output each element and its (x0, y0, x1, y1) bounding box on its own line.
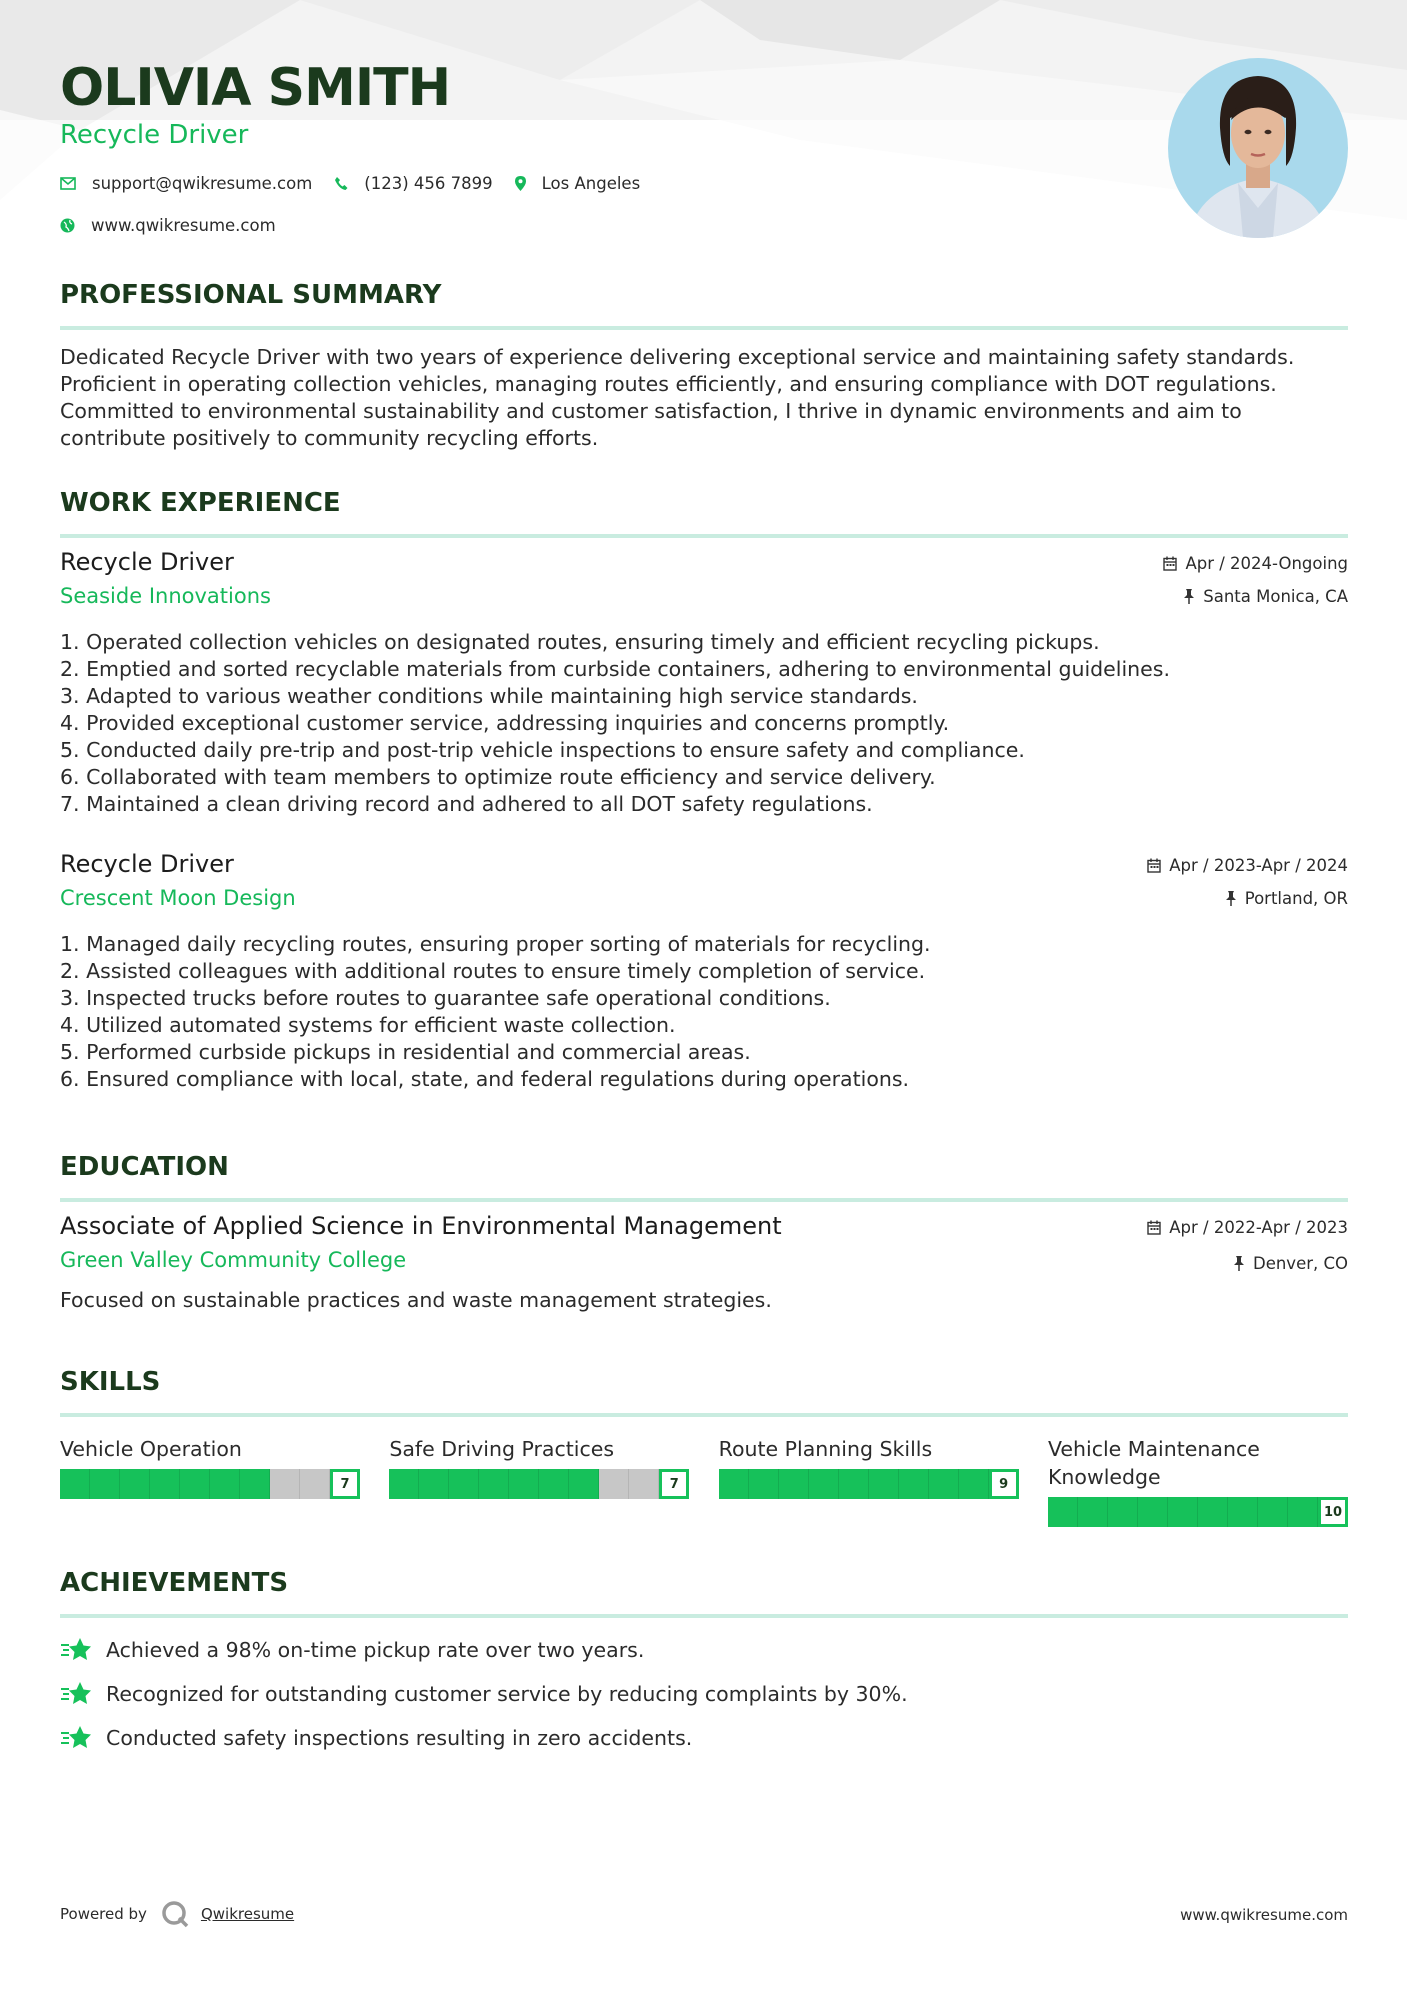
skill-bar-segment (60, 1469, 90, 1499)
skills-list (60, 1435, 1348, 1527)
summary-line: Proficient in operating collection vehicles, managing routes efficiently, and ensuring compliance with DOT regulations. (60, 372, 1277, 396)
achievements-heading: ACHIEVEMENTS (60, 1568, 289, 1598)
calendar-icon (1163, 556, 1177, 571)
experience-heading: WORK EXPERIENCE (60, 488, 341, 518)
website-text: www.qwikresume.com (91, 216, 276, 235)
achievement-item (60, 1672, 1348, 1716)
qwikresume-logo-icon (161, 1900, 189, 1928)
job-company: Crescent Moon Design (60, 886, 296, 910)
duty-item: 4. Utilized automated systems for efficient waste collection. (60, 1013, 676, 1037)
duty-item: 5. Performed curbside pickups in residential and commercial areas. (60, 1040, 751, 1064)
phone-icon (334, 176, 348, 191)
skill-name: Vehicle Maintenance Knowledge (1047, 1437, 1260, 1489)
profile-photo (1168, 58, 1348, 238)
education-location (1233, 1254, 1348, 1273)
location-text: Los Angeles (541, 174, 641, 193)
skill-level-bar (389, 1469, 689, 1499)
skill-bar-segment (599, 1469, 629, 1499)
pushpin-icon (1225, 891, 1237, 906)
education-heading: EDUCATION (60, 1152, 229, 1182)
job-date (1147, 856, 1348, 875)
job-entry (60, 850, 1348, 920)
powered-by-label: Powered by (60, 1905, 147, 1923)
education-section (60, 1152, 1348, 1202)
skill-bar-segment (1258, 1497, 1288, 1527)
pushpin-icon (1183, 589, 1195, 604)
phone-contact[interactable] (334, 174, 492, 193)
achievements-list (60, 1628, 1348, 1760)
skill-bar-segment (449, 1469, 479, 1499)
qwikresume-link[interactable]: Qwikresume (200, 1905, 295, 1923)
duty-item: 1. Operated collection vehicles on designated routes, ensuring timely and efficient recycling pickups. (60, 630, 1100, 654)
education-description: Focused on sustainable practices and waste management strategies. (60, 1288, 772, 1312)
skill-bar-segment (869, 1469, 899, 1499)
skill-bar-segment (389, 1469, 419, 1499)
map-pin-icon (515, 176, 526, 191)
duty-item: 5. Conducted daily pre-trip and post-trip vehicle inspections to ensure safety and compliance. (60, 738, 1025, 762)
skill-item (1048, 1435, 1348, 1527)
skill-level-bar (719, 1469, 1019, 1499)
skill-bar-segment (1168, 1497, 1198, 1527)
skill-bar-segment (899, 1469, 929, 1499)
contact-row (60, 174, 662, 193)
achievement-text: Achieved a 98% on-time pickup rate over two years. (106, 1638, 645, 1662)
duty-item: 6. Collaborated with team members to optimize route efficiency and service delivery. (60, 765, 936, 789)
skill-level-value: 9 (989, 1469, 1019, 1499)
skill-bar-segment (270, 1469, 300, 1499)
skill-bar-segment (779, 1469, 809, 1499)
job-location-text: Portland, OR (1244, 889, 1348, 908)
skill-bar-segment (719, 1469, 749, 1499)
achievement-item (60, 1716, 1348, 1760)
skill-bar-segment (180, 1469, 210, 1499)
skill-bar-segment (1288, 1497, 1318, 1527)
education-entry (60, 1212, 1348, 1322)
education-location-text: Denver, CO (1252, 1254, 1348, 1273)
star-award-icon (60, 1637, 92, 1663)
skill-item (60, 1435, 360, 1527)
job-company: Seaside Innovations (60, 584, 271, 608)
skill-bar-segment (509, 1469, 539, 1499)
calendar-icon (1147, 858, 1161, 873)
job-duties-list (60, 629, 1348, 818)
job-location (1183, 587, 1348, 606)
skill-level-value: 10 (1318, 1497, 1348, 1527)
achievement-text: Conducted safety inspections resulting in zero accidents. (106, 1726, 693, 1750)
skills-section (60, 1367, 1348, 1527)
job-date-text: Apr / 2023-Apr / 2024 (1169, 856, 1348, 875)
summary-heading: PROFESSIONAL SUMMARY (60, 280, 442, 310)
job-date-text: Apr / 2024-Ongoing (1185, 554, 1348, 573)
achievement-text: Recognized for outstanding customer service by reducing complaints by 30%. (106, 1682, 908, 1706)
skill-level-bar (1048, 1497, 1348, 1527)
skill-name: Vehicle Operation (60, 1437, 242, 1461)
duty-item: 7. Maintained a clean driving record and adhered to all DOT safety regulations. (60, 792, 873, 816)
skill-item (389, 1435, 689, 1527)
school-name: Green Valley Community College (60, 1248, 407, 1272)
section-divider (60, 1198, 1348, 1202)
profile-photo-illustration (1168, 58, 1348, 238)
skill-bar-segment (749, 1469, 779, 1499)
skill-bar-segment (1198, 1497, 1228, 1527)
skill-bar-segment (1228, 1497, 1258, 1527)
summary-text (60, 344, 1348, 452)
duty-item: 3. Inspected trucks before routes to guarantee safe operational conditions. (60, 986, 831, 1010)
experience-section (60, 488, 1348, 538)
summary-line: Dedicated Recycle Driver with two years of experience delivering exceptional service and maintaining safety standards. (60, 345, 1295, 369)
duty-item: 3. Adapted to various weather conditions while maintaining high service standards. (60, 684, 918, 708)
skill-bar-segment (150, 1469, 180, 1499)
section-divider (60, 1614, 1348, 1618)
skill-bar-segment (120, 1469, 150, 1499)
skill-item (719, 1435, 1019, 1527)
skill-bar-segment (1048, 1497, 1078, 1527)
skill-bar-segment (539, 1469, 569, 1499)
website-row (60, 216, 298, 235)
achievements-section (60, 1568, 1348, 1760)
pushpin-icon (1233, 1256, 1245, 1271)
job-location-text: Santa Monica, CA (1203, 587, 1348, 606)
section-divider (60, 326, 1348, 330)
section-divider (60, 1413, 1348, 1417)
skill-bar-segment (809, 1469, 839, 1499)
job-duties-list (60, 931, 1348, 1093)
email-contact[interactable] (60, 174, 312, 193)
duty-item: 2. Assisted colleagues with additional routes to ensure timely completion of service. (60, 959, 926, 983)
star-award-icon (60, 1725, 92, 1751)
email-text: support@qwikresume.com (92, 174, 313, 193)
skill-bar-segment (300, 1469, 330, 1499)
candidate-role: Recycle Driver (60, 120, 249, 150)
summary-line: Committed to environmental sustainability and customer satisfaction, I thrive in dynamic environments and aim to (60, 399, 1242, 423)
skill-bar-segment (90, 1469, 120, 1499)
footer-branding (60, 1900, 294, 1928)
star-award-icon (60, 1681, 92, 1707)
duty-item: 4. Provided exceptional customer service, addressing inquiries and concerns promptly. (60, 711, 950, 735)
job-entry (60, 548, 1348, 618)
skill-level-value: 7 (330, 1469, 360, 1499)
skills-heading: SKILLS (60, 1367, 161, 1397)
envelope-icon (60, 177, 76, 190)
skill-bar-segment (629, 1469, 659, 1499)
job-title: Recycle Driver (60, 850, 234, 878)
degree-title: Associate of Applied Science in Environmental Management (60, 1212, 782, 1240)
summary-section (60, 280, 1348, 452)
skill-bar-segment (839, 1469, 869, 1499)
skill-bar-segment (419, 1469, 449, 1499)
job-date (1163, 554, 1348, 573)
job-location (1225, 889, 1348, 908)
summary-line: contribute positively to community recycling efforts. (60, 426, 599, 450)
education-date-text: Apr / 2022-Apr / 2023 (1169, 1218, 1348, 1237)
skill-bar-segment (959, 1469, 989, 1499)
duty-item: 2. Emptied and sorted recyclable materials from curbside containers, adhering to environmental guidelines. (60, 657, 1170, 681)
skill-name: Route Planning Skills (718, 1437, 933, 1461)
section-divider (60, 534, 1348, 538)
skill-level-value: 7 (659, 1469, 689, 1499)
skill-bar-segment (479, 1469, 509, 1499)
calendar-icon (1147, 1220, 1161, 1235)
skill-bar-segment (240, 1469, 270, 1499)
candidate-name: OLIVIA SMITH (60, 58, 451, 118)
skill-bar-segment (1108, 1497, 1138, 1527)
globe-icon (60, 218, 75, 233)
skill-name: Safe Driving Practices (389, 1437, 615, 1461)
phone-text: (123) 456 7899 (364, 174, 493, 193)
duty-item: 6. Ensured compliance with local, state, and federal regulations during operations. (60, 1067, 910, 1091)
skill-bar-segment (210, 1469, 240, 1499)
achievement-item (60, 1628, 1348, 1672)
skill-bar-segment (1078, 1497, 1108, 1527)
skill-level-bar (60, 1469, 360, 1499)
skill-bar-segment (1138, 1497, 1168, 1527)
duty-item: 1. Managed daily recycling routes, ensuring proper sorting of materials for recycling. (60, 932, 931, 956)
footer-website-link[interactable]: www.qwikresume.com (1180, 1906, 1348, 1924)
education-date (1147, 1218, 1348, 1237)
skill-bar-segment (569, 1469, 599, 1499)
job-title: Recycle Driver (60, 548, 234, 576)
location-contact (515, 174, 641, 193)
skill-bar-segment (929, 1469, 959, 1499)
website-contact[interactable] (60, 216, 276, 235)
